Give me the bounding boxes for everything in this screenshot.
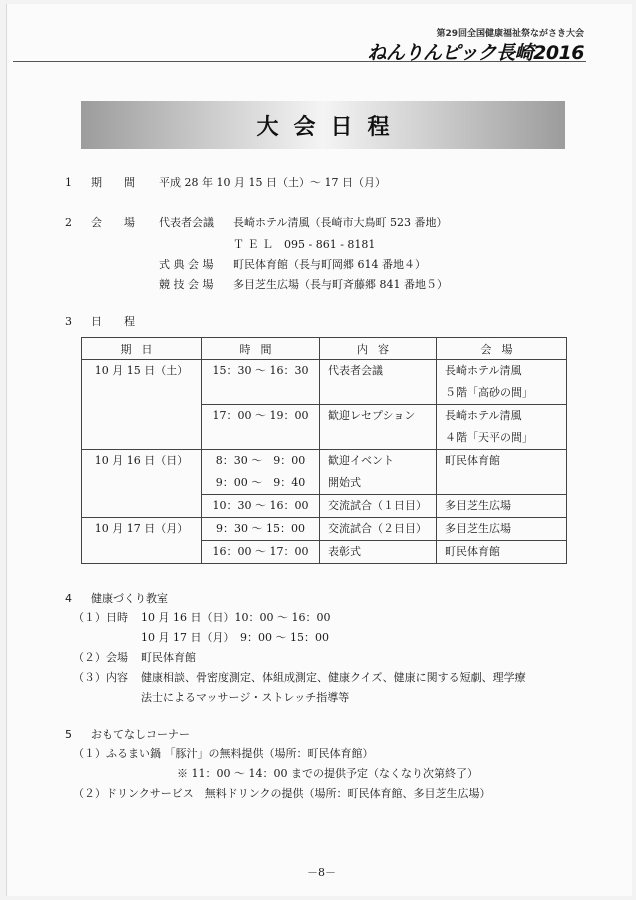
schedule-table [81, 337, 567, 564]
time-text: 16：00 ～ 17：00 [212, 545, 309, 558]
health-content-label: （３）内容 [73, 671, 128, 684]
venue-text: 多目芝生広場 [445, 499, 511, 512]
venue-cell [437, 450, 567, 495]
section-label-period: 期 間 [91, 176, 135, 189]
time-text: 8：30 ～ 9：00 [215, 454, 306, 467]
content-cell [320, 450, 437, 495]
date-text: 10 月 16 日（日） [94, 454, 189, 467]
health-datetime-line: 10 月 16 日（日）10：00 ～ 16：00 [141, 611, 331, 624]
date-text: 10 月 15 日（土） [94, 364, 189, 377]
content-cell [320, 541, 437, 564]
content-text: 交流試合（２日目） [328, 522, 427, 535]
date-cell [82, 450, 202, 518]
table-header-row [82, 338, 567, 360]
section-number-venue: 2 [65, 216, 72, 229]
health-content-line: 健康相談、骨密度測定、体組成測定、健康クイズ、健康に関する短劇、理学療 [141, 671, 526, 684]
page-number: －8－ [307, 866, 336, 879]
section-label-schedule: 日 程 [91, 315, 135, 328]
venue-text: 町民体育館 [445, 454, 500, 467]
venue-cell [437, 495, 567, 518]
content-text: 開始式 [328, 476, 361, 489]
page-title: 大会日程 [256, 114, 405, 140]
venue-item-value: 多目芝生広場（長与町斉藤郷 841 番地５） [233, 278, 448, 291]
time-cell [202, 405, 320, 450]
content-text: 歓迎イベント [328, 454, 394, 467]
health-venue-label: （２）会場 [73, 651, 128, 664]
event-subtitle: 第29回全国健康福祉祭ながさき大会 [436, 29, 584, 39]
venue-text: 長崎ホテル清風 [445, 364, 522, 377]
venue-cell [437, 518, 567, 541]
venue-item-value: 長崎ホテル清風（長崎市大鳥町 523 番地） [233, 216, 448, 229]
page-title-band [81, 101, 565, 149]
table-row [82, 518, 567, 541]
venue-cell [437, 541, 567, 564]
content-text: 表彰式 [328, 545, 361, 558]
venue-item-label: 代表者会議 [159, 216, 214, 229]
time-cell [202, 541, 320, 564]
health-datetime-label: （１）日時 [73, 611, 128, 624]
section-label-health: 健康づくり教室 [91, 592, 168, 605]
content-cell [320, 518, 437, 541]
hospitality-note: ※ 11：00 ～ 14：00 までの提供予定（なくなり次第終了） [177, 767, 478, 780]
time-cell [202, 450, 320, 495]
content-text: 代表者会議 [328, 364, 383, 377]
event-title-logo: ねんりんピック長崎2016 [367, 42, 584, 64]
date-cell [82, 360, 202, 450]
header-rule [13, 61, 586, 62]
venue-room-text: ５階「高砂の間」 [445, 386, 533, 399]
health-datetime-line: 10 月 17 日（月） 9：00 ～ 15：00 [141, 631, 329, 644]
column-header-venue: 会場 [437, 338, 567, 360]
time-cell [202, 360, 320, 405]
time-text: 10：30 ～ 16：00 [212, 499, 309, 512]
content-cell [320, 360, 437, 405]
section-number-period: 1 [65, 176, 72, 189]
time-text: 15：30 ～ 16：30 [212, 364, 309, 377]
column-header-time: 時間 [202, 338, 320, 360]
content-text: 歓迎レセプション [328, 409, 416, 422]
content-text: 交流試合（１日目） [328, 499, 427, 512]
table-row [82, 450, 567, 495]
hospitality-item: （２）ドリンクサービス 無料ドリンクの提供（場所：町民体育館、多目芝生広場） [73, 787, 491, 800]
venue-item-value: 町民体育館（長与町岡郷 614 番地４） [233, 258, 426, 271]
time-cell [202, 495, 320, 518]
venue-room-text: ４階「天平の間」 [445, 431, 533, 444]
time-text: 9：00 ～ 9：40 [215, 476, 306, 489]
section-label-hospitality: おもてなしコーナー [91, 728, 190, 741]
venue-item-label: 式 典 会 場 [159, 258, 214, 271]
content-cell [320, 405, 437, 450]
time-cell [202, 518, 320, 541]
venue-cell [437, 360, 567, 405]
section-number-hospitality: 5 [65, 728, 72, 741]
venue-text: 多目芝生広場 [445, 522, 511, 535]
column-header-date: 期日 [82, 338, 202, 360]
hospitality-item: （１）ふるまい鍋 「豚汁」の無料提供（場所：町民体育館） [73, 747, 374, 760]
venue-item-label: 競 技 会 場 [159, 278, 214, 291]
content-cell [320, 495, 437, 518]
column-header-content: 内容 [320, 338, 437, 360]
table-row [82, 360, 567, 405]
health-content-line: 法士によるマッサージ・ストレッチ指導等 [141, 691, 350, 704]
document-page [6, 4, 632, 896]
health-venue-value: 町民体育館 [141, 651, 196, 664]
venue-text: 町民体育館 [445, 545, 500, 558]
venue-text: 長崎ホテル清風 [445, 409, 522, 422]
section-number-schedule: 3 [65, 315, 72, 328]
period-value: 平成 28 年 10 月 15 日（土）～ 17 日（月） [159, 176, 386, 189]
venue-cell [437, 405, 567, 450]
date-text: 10 月 17 日（月） [94, 522, 189, 535]
section-number-health: 4 [65, 592, 72, 605]
date-cell [82, 518, 202, 564]
time-text: 17：00 ～ 19：00 [212, 409, 309, 422]
section-label-venue: 会 場 [91, 216, 135, 229]
venue-phone: Ｔ Ｅ Ｌ 095 - 861 - 8181 [233, 238, 376, 251]
time-text: 9：30 ～ 15：00 [216, 522, 305, 535]
